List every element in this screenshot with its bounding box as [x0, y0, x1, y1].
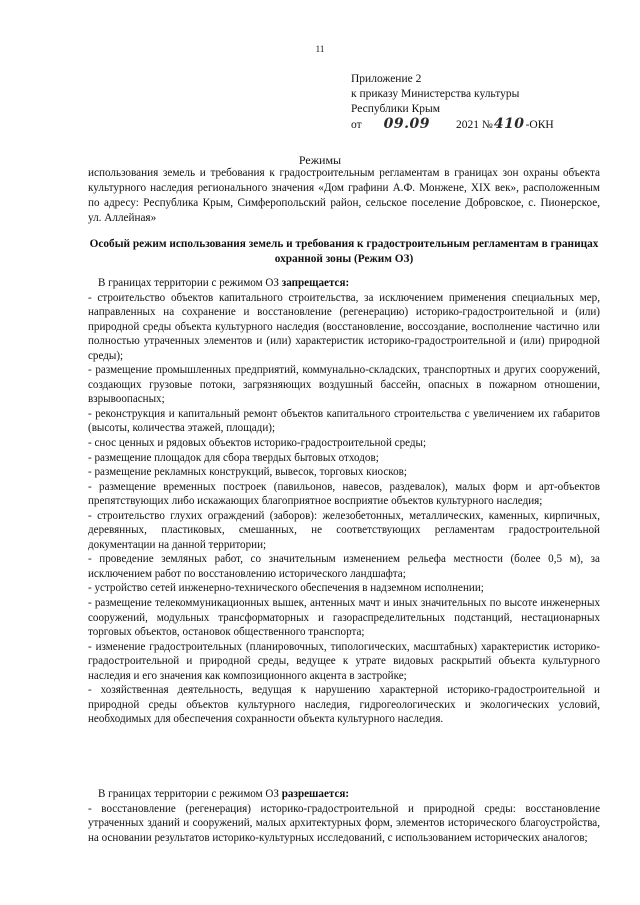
permitted-item: - восстановление (регенерация) историко-градостроительной и природной среды: восстановление утраченных зданий и сооружений, малых архитектурных форм, элементов исторического благоустройства, на основании результатов историко-культурных исследований, с использованием исторических аналогов; — [88, 802, 600, 844]
prohibited-item: - снос ценных и рядовых объектов историко-градостроительной среды; — [88, 437, 427, 450]
prohibited-item: - устройство сетей инженерно-технического обеспечения в надземном исполнении; — [88, 582, 484, 595]
prohibited-item: - размещение промышленных предприятий, коммунально-складских, транспортных и других сооружений, создающих грузовые потоки, загрязняющих воздушный бассейн, опасных в пожарном отношении, взрывоопасных; — [88, 364, 600, 406]
appendix-block — [351, 72, 554, 133]
preamble-text: использования земель и требования к градостроительным регламентам в границах зон охраны объекта культурного наследия регионального значения «Дом графини А.Ф. Монжене, XIX век», расположенным по адресу: Республика Крым, Симферопольский район, сельское поселение Добровское, с. Пионерское, ул. Аллейная» — [88, 167, 600, 224]
appendix-order-line — [351, 117, 554, 133]
appendix-line-1: Приложение 2 — [351, 73, 422, 85]
prohibited-item: - строительство объектов капитального строительства, за исключением применения специальных мер, направленных на сохранение и восстановление (регенерацию) историко-градостроительной и (или) природной среды объекта культурного наследия (восстановление, воссоздание, восполнение частично или полностью утраченных элементов и (или) характеристик историко-градостроительной и (или) природной среды); — [88, 291, 600, 362]
page-number: 11 — [315, 44, 325, 54]
prohibited-item: - размещение площадок для сбора твердых бытовых отходов; — [88, 451, 379, 464]
prohibited-item: - хозяйственная деятельность, ведущая к нарушению характерной историко-градостроительной и природной среды объектов культурного наследия, гидрогеологических и экологических условий, необходимых для обеспечения сохранности объекта культурного наследия. — [88, 684, 600, 726]
prohibited-item: - размещение временных построек (павильонов, навесов, раздевалок), малых форм и арт-объектов препятствующих либо искажающих благоприятное восприятие объектов культурного наследия; — [88, 480, 600, 508]
permitted-intro — [88, 787, 600, 802]
prohibited-keyword: запрещается: — [281, 277, 350, 289]
handwritten-number: 410 — [493, 116, 525, 132]
permitted-keyword: разрешается: — [281, 788, 350, 800]
prohibited-item: - проведение земляных работ, со значительным изменением рельефа местности (более 0,5 м), за исключением работ по восстановлению исторического ландшафта; — [88, 553, 600, 580]
order-year: 2021 № — [455, 119, 493, 131]
appendix-line-3: Республики Крым — [351, 103, 440, 115]
permitted-section — [88, 787, 600, 845]
prohibited-item: - реконструкция и капитальный ремонт объектов капитального строительства с увеличением их габаритов (высоты, количества этажей, площади); — [88, 407, 600, 435]
prohibited-item: - строительство глухих ограждений (заборов): железобетонных, металлических, каменных, кирпичных, деревянных, пластиковых, смешанных, не соответствующих регламентам градостроительной документации на данной территории; — [88, 509, 600, 551]
appendix-line-2: к приказу Министерства культуры — [351, 88, 520, 100]
prohibited-section — [88, 276, 600, 727]
from-label: от — [351, 119, 362, 131]
section-heading: Особый режим использования земель и требования к градостроительным регламентам в границах охранной зоны (Режим ОЗ) — [89, 238, 599, 265]
prohibited-item: - размещение рекламных конструкций, вывесок, торговых киосков; — [88, 466, 407, 479]
prohibited-intro — [88, 276, 600, 291]
prohibited-item: - размещение телекоммуникационных вышек, антенных мачт и иных значительных по высоте инженерных сооружений, модульных трансформаторных и газораспределительных подстанций, нестационарных торговых объектов, остановок общественного транспорта; — [88, 597, 600, 639]
prohibited-item: - изменение градостроительных (планировочных, типологических, масштабных) характеристик историко-градостроительной и природной среды, ведущее к утрате видовых раскрытий объекта культурного наследия и его значения как композиционного акцента в застройке; — [88, 640, 600, 682]
permitted-intro-text: В границах территории с режимом ОЗ — [98, 788, 282, 800]
handwritten-date: 09.09 — [383, 116, 430, 132]
document-title: Режимы — [298, 153, 342, 167]
order-suffix: -ОКН — [525, 119, 554, 131]
prohibited-intro-text: В границах территории с режимом ОЗ — [98, 277, 282, 289]
